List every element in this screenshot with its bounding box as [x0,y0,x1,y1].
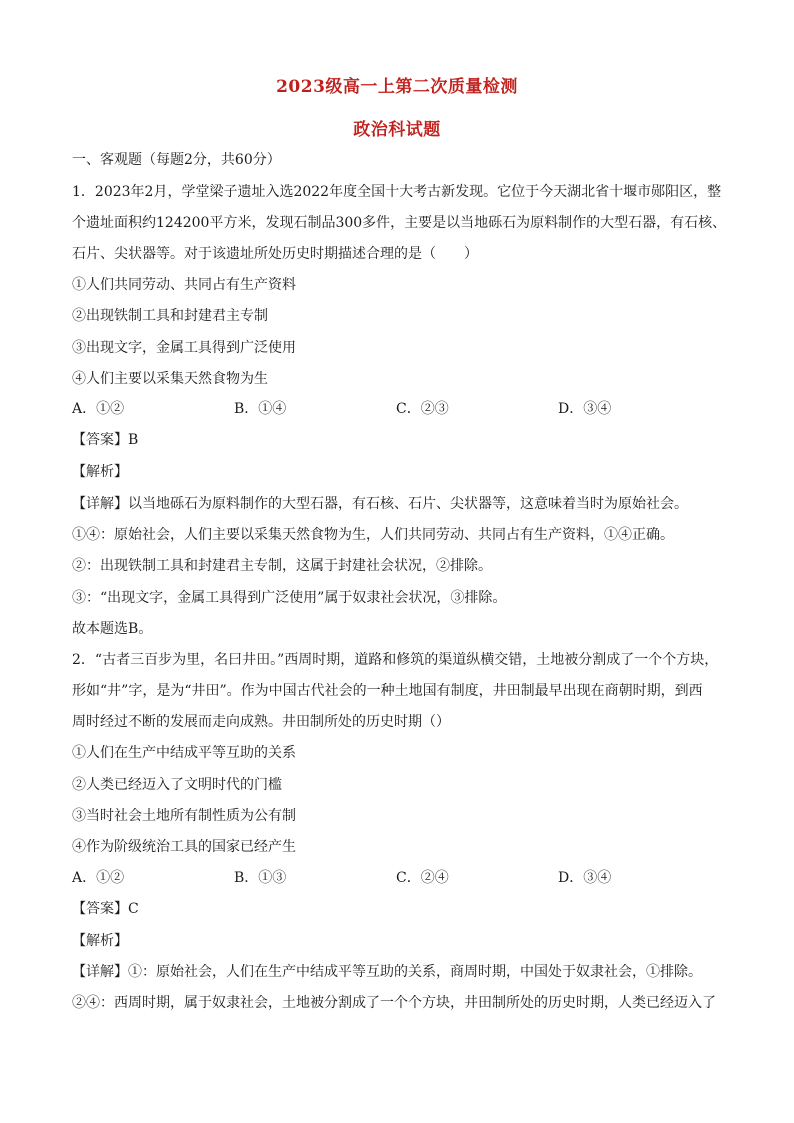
q2-stem-line: 形如“井”字，是为“井田”。作为中国古代社会的一种土地国有制度，井田制最早出现在商朝时期，到西 [72,683,703,699]
q1-stem-line: 1．2023年2月，学堂梁子遗址入选2022年度全国十大考古新发现。它位于今天湖北省十堰市郧阳区，整 [72,184,722,200]
q2-statement: ③当时社会土地所有制性质为公有制 [72,808,296,824]
q2-option-a: A．①② [72,870,125,886]
section-heading: 一、客观题（每题2分，共60分） [72,152,281,168]
q1-option-d: D．③④ [558,401,612,417]
q2-option-c: C．②④ [396,870,449,886]
q2-statement: ②人类已经迈入了文明时代的门槛 [72,777,282,793]
q2-statement: ①人们在生产中结成平等互助的关系 [72,745,296,761]
exam-title: 2023级高一上第二次质量检测 [276,77,518,97]
q1-analysis-line: ①④：原始社会，人们主要以采集天然食物为生，人们共同劳动、共同占有生产资料，①④正确。 [72,527,674,543]
q1-stem-line: 石片、尖状器等。对于该遗址所处历史时期描述合理的是（ ） [72,246,478,262]
q2-answer: 【答案】C [72,901,139,917]
q1-option-b: B．①④ [234,401,287,417]
q2-analysis-line: 【详解】①：原始社会，人们在生产中结成平等互助的关系，商周时期，中国处于奴隶社会，①排除。 [72,964,702,980]
q1-statement: ②出现铁制工具和封建君主专制 [72,308,268,324]
q1-answer: 【答案】B [72,432,139,448]
q1-analysis-line: ②：出现铁制工具和封建君主专制，这属于封建社会状况，②排除。 [72,558,492,574]
q1-analysis-line: 故本题选B。 [72,621,153,637]
q1-statement: ①人们共同劳动、共同占有生产资料 [72,277,296,293]
q1-stem-line: 个遗址面积约124200平方米，发现石制品300多件，主要是以当地砾石为原料制作的大型石器，有石核、 [72,215,727,231]
q2-analysis-line: ②④：西周时期，属于奴隶社会，土地被分割成了一个个方块，井田制所处的历史时期，人类已经迈入了 [72,995,716,1011]
q2-option-b: B．①③ [234,870,287,886]
q2-option-d: D．③④ [558,870,612,886]
q2-stem-line: 2．“古者三百步为里，名曰井田。”西周时期，道路和修筑的渠道纵横交错，土地被分割成了一个个方块， [72,652,719,668]
q2-statement: ④作为阶级统治工具的国家已经产生 [72,839,296,855]
q1-statement: ④人们主要以采集天然食物为生 [72,371,268,387]
q1-analysis-line: 【详解】以当地砾石为原料制作的大型石器，有石核、石片、尖状器等，这意味着当时为原始社会。 [72,496,688,512]
q2-stem-line: 周时经过不断的发展而走向成熟。井田制所处的历史时期（） [72,714,450,730]
q1-analysis-line: ③：“出现文字，金属工具得到广泛使用”属于奴隶社会状况，③排除。 [72,590,507,606]
q2-analysis-label: 【解析】 [72,933,128,949]
q1-statement: ③出现文字，金属工具得到广泛使用 [72,340,296,356]
q1-option-a: A．①② [72,401,125,417]
q1-option-c: C．②③ [396,401,449,417]
q1-analysis-label: 【解析】 [72,464,128,480]
exam-subtitle: 政治科试题 [353,120,441,140]
